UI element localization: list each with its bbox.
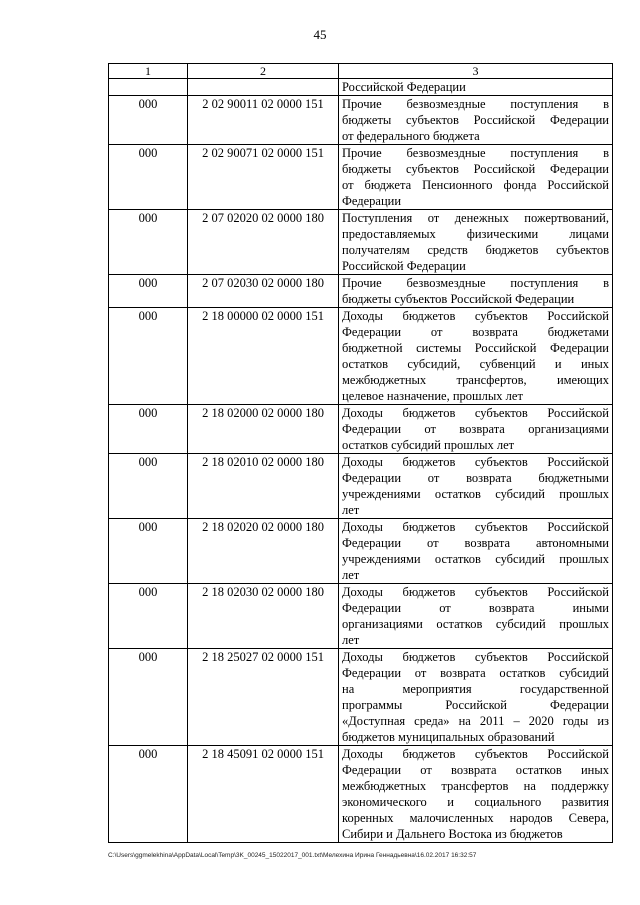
- text-line: Федерации от возврата остатков иных: [342, 763, 609, 777]
- text-line: Доходы бюджетов субъектов Российской: [342, 520, 609, 534]
- text-line: Прочие безвозмездные поступления в: [342, 146, 609, 160]
- revenue-name-cell: [339, 519, 613, 584]
- text-line: получателям средств бюджетов субъектов: [342, 243, 609, 257]
- text-line: лет: [342, 633, 360, 647]
- revenue-name-cell: [339, 275, 613, 308]
- admin-code-cell: 000: [109, 454, 188, 519]
- revenue-name-cell: [339, 746, 613, 843]
- budget-code-cell: 2 18 00000 02 0000 151: [188, 308, 339, 405]
- text-line: Сибири и Дальнего Востока из бюджетов: [342, 827, 563, 841]
- table-row: [109, 275, 613, 308]
- budget-code-cell: 2 07 02030 02 0000 180: [188, 275, 339, 308]
- revenue-name-cell: [339, 584, 613, 649]
- text-line: Федерации от возврата иными: [342, 601, 609, 615]
- text-line: Доходы бюджетов субъектов Российской: [342, 455, 609, 469]
- text-line: Федерации от возврата организациями: [342, 422, 609, 436]
- budget-code-cell: 2 02 90071 02 0000 151: [188, 145, 339, 210]
- text-line: Доходы бюджетов субъектов Российской: [342, 585, 609, 599]
- admin-code-cell: 000: [109, 584, 188, 649]
- text-line: целевое назначение, прошлых лет: [342, 389, 523, 403]
- budget-code-cell: 2 18 02020 02 0000 180: [188, 519, 339, 584]
- table-row: [109, 584, 613, 649]
- revenue-name-cell: [339, 96, 613, 145]
- text-line: учреждениями остатков субсидий прошлых: [342, 487, 609, 501]
- text-line: Поступления от денежных пожертвований,: [342, 211, 609, 225]
- text-line: предоставляемых физическими лицами: [342, 227, 609, 241]
- text-line: бюджетной системы Российской Федерации: [342, 341, 609, 355]
- column-header-1: 1: [109, 64, 188, 79]
- continuation-row: [109, 79, 613, 96]
- text-line: Доходы бюджетов субъектов Российской: [342, 650, 609, 664]
- text-line: межбюджетных трансфертов на поддержку: [342, 779, 609, 793]
- table-row: [109, 96, 613, 145]
- admin-code-cell: 000: [109, 308, 188, 405]
- text-line: Доходы бюджетов субъектов Российской: [342, 406, 609, 420]
- text-line: лет: [342, 503, 360, 517]
- budget-code-cell: 2 18 25027 02 0000 151: [188, 649, 339, 746]
- revenue-name-cell: [339, 145, 613, 210]
- table-row: [109, 519, 613, 584]
- budget-code-cell: 2 07 02020 02 0000 180: [188, 210, 339, 275]
- column-header-3: 3: [339, 64, 613, 79]
- admin-code-cell: 000: [109, 145, 188, 210]
- text-line: от федерального бюджета: [342, 129, 480, 143]
- admin-code-cell: 000: [109, 405, 188, 454]
- continuation-text: Российской Федерации: [339, 79, 613, 96]
- text-line: Прочие безвозмездные поступления в: [342, 276, 609, 290]
- table-row: [109, 405, 613, 454]
- revenue-name-cell: [339, 454, 613, 519]
- file-path-footer: C:\Users\ggmelekhina\AppData\Local\Temp\3K_00245_15022017_001.txt\Мелехина Ирина Геннадьевна\16.02.2017 16:32:57: [108, 852, 477, 859]
- table-row: [109, 746, 613, 843]
- table-row: [109, 145, 613, 210]
- text-line: остатков субсидий прошлых лет: [342, 438, 515, 452]
- admin-code-cell: 000: [109, 649, 188, 746]
- text-line: учреждениями остатков субсидий прошлых: [342, 552, 609, 566]
- admin-code-cell: 000: [109, 96, 188, 145]
- text-line: Прочие безвозмездные поступления в: [342, 97, 609, 111]
- text-line: бюджеты субъектов Российской Федерации: [342, 162, 609, 176]
- text-line: бюджеты субъектов Российской Федерации: [342, 113, 609, 127]
- text-line: Федерации от возврата автономными: [342, 536, 609, 550]
- admin-code-cell: 000: [109, 746, 188, 843]
- text-line: Федерации: [342, 194, 402, 208]
- text-line: организациями остатков субсидий прошлых: [342, 617, 609, 631]
- text-line: Федерации от возврата бюджетами: [342, 325, 609, 339]
- revenue-name-cell: [339, 308, 613, 405]
- budget-code-cell: 2 02 90011 02 0000 151: [188, 96, 339, 145]
- table-header-row: [109, 64, 613, 79]
- table-row: [109, 308, 613, 405]
- text-line: остатков субсидий, субвенций и иных: [342, 357, 609, 371]
- page-number: 45: [313, 27, 327, 42]
- column-header-2: 2: [188, 64, 339, 79]
- text-line: Доходы бюджетов субъектов Российской: [342, 747, 609, 761]
- budget-code-cell: 2 18 45091 02 0000 151: [188, 746, 339, 843]
- text-line: Российской Федерации: [342, 259, 466, 273]
- revenue-name-cell: [339, 210, 613, 275]
- text-line: бюджетов муниципальных образований: [342, 730, 555, 744]
- text-line: программы Российской Федерации: [342, 698, 609, 712]
- text-line: Федерации от возврата бюджетными: [342, 471, 609, 485]
- budget-code-cell: 2 18 02030 02 0000 180: [188, 584, 339, 649]
- table-row: [109, 454, 613, 519]
- text-line: бюджеты субъектов Российской Федерации: [342, 292, 575, 306]
- text-line: «Доступная среда» на 2011 – 2020 годы из: [342, 714, 609, 728]
- text-line: на мероприятия государственной: [342, 682, 609, 696]
- admin-code-cell: 000: [109, 210, 188, 275]
- text-line: лет: [342, 568, 360, 582]
- text-line: межбюджетных трансфертов, имеющих: [342, 373, 609, 387]
- text-line: от бюджета Пенсионного фонда Российской: [342, 178, 609, 192]
- revenue-name-cell: [339, 405, 613, 454]
- admin-code-cell: 000: [109, 519, 188, 584]
- budget-code-cell: 2 18 02000 02 0000 180: [188, 405, 339, 454]
- text-line: Федерации от возврата остатков субсидий: [342, 666, 609, 680]
- budget-code-cell: 2 18 02010 02 0000 180: [188, 454, 339, 519]
- text-line: Доходы бюджетов субъектов Российской: [342, 309, 609, 323]
- text-line: коренных малочисленных народов Севера,: [342, 811, 609, 825]
- admin-code-cell: 000: [109, 275, 188, 308]
- table-row: [109, 649, 613, 746]
- text-line: экономического и социального развития: [342, 795, 609, 809]
- table-row: [109, 210, 613, 275]
- budget-classification-table: [108, 63, 613, 843]
- revenue-name-cell: [339, 649, 613, 746]
